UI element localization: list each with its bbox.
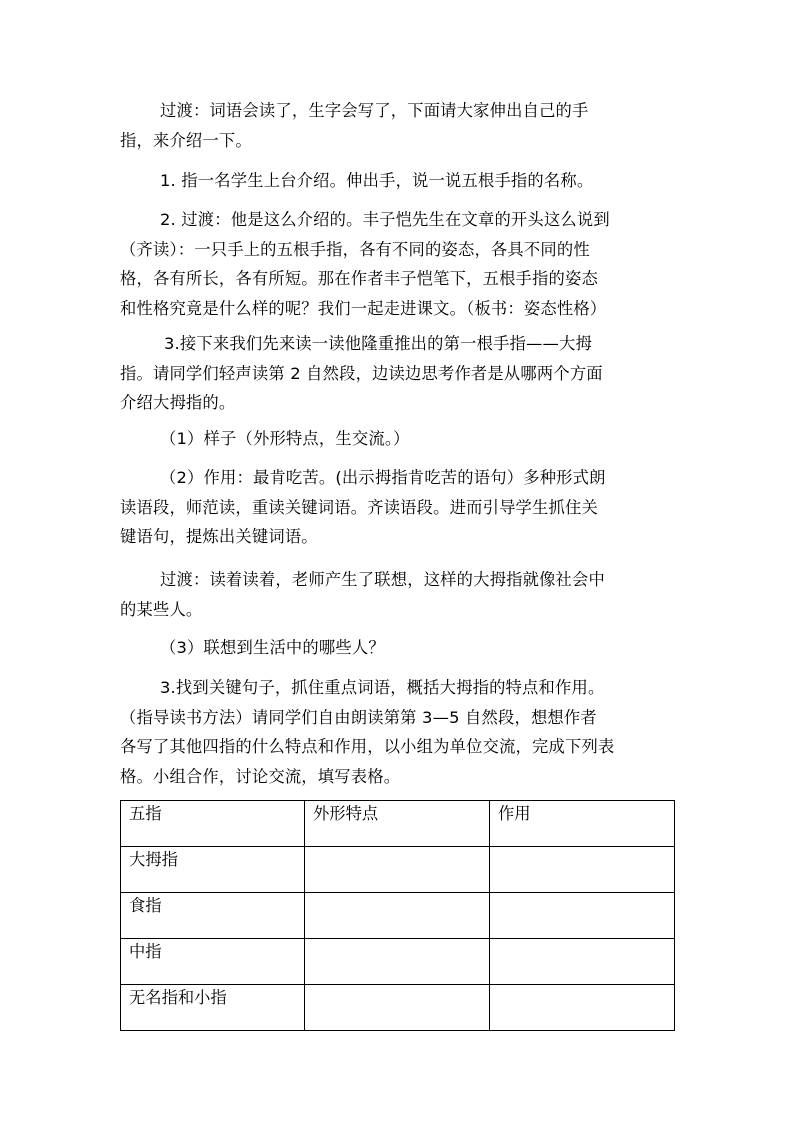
paragraph-item-3 <box>120 633 680 663</box>
text-line: （3）联想到生活中的哪些人？ <box>160 638 385 657</box>
text-line: 过渡：词语会读了，生字会写了，下面请大家伸出自己的手 <box>160 101 589 120</box>
paragraph-transition-1 <box>120 96 680 155</box>
finger-table <box>120 800 675 1031</box>
text-line: 指。请同学们轻声读第 2 自然段，边读边思考作者是从哪两个方面 <box>120 363 603 383</box>
table-row <box>121 939 675 985</box>
paragraph-step-3 <box>120 329 680 418</box>
text-line: （2）作用：最肯吃苦。(出示拇指肯吃苦的语句）多种形式朗 <box>160 468 606 487</box>
text-line: 的某些人。 <box>120 599 203 619</box>
paragraph-item-1 <box>120 424 680 454</box>
empty-cell[interactable] <box>305 847 490 893</box>
empty-cell[interactable] <box>305 893 490 939</box>
empty-cell[interactable] <box>490 939 675 985</box>
row-label-cell: 大拇指 <box>121 847 305 893</box>
row-label-cell: 中指 <box>121 939 305 985</box>
text-line: 格，各有所长，各有所短。那在作者丰子恺笔下，五根手指的姿态 <box>120 269 598 288</box>
text-line: 过渡：读着读着，老师产生了联想，这样的大拇指就像社会中 <box>160 570 605 589</box>
text-line: 指，来介绍一下。 <box>120 130 252 150</box>
empty-cell[interactable] <box>490 985 675 1031</box>
paragraph-step-3b <box>120 673 680 791</box>
text-line: 3.接下来我们先来读一读他隆重推出的第一根手指——大拇 <box>164 334 592 353</box>
empty-cell[interactable] <box>490 893 675 939</box>
row-label-cell: 食指 <box>121 893 305 939</box>
empty-cell[interactable] <box>305 939 490 985</box>
text-line: 3.找到关键句子，抓住重点词语，概括大拇指的特点和作用。 <box>160 678 605 697</box>
paragraph-step-1 <box>120 166 680 196</box>
text-line: 格。小组合作，讨论交流，填写表格。 <box>120 766 401 786</box>
text-line: 和性格究竟是什么样的呢？我们一起走进课文。（板书：姿态性格） <box>120 298 607 318</box>
text-line: （齐读）：一只手上的五根手指，各有不同的姿态，各具不同的性 <box>120 239 590 259</box>
paragraph-item-2 <box>120 463 680 552</box>
table-header-row <box>121 801 675 847</box>
table-row <box>121 985 675 1031</box>
text-line: 介绍大拇指的。 <box>120 393 236 412</box>
header-cell: 五指 <box>121 801 305 847</box>
text-line: 键语句，提炼出关键词语。 <box>120 527 318 546</box>
header-cell: 外形特点 <box>305 801 490 847</box>
table-row <box>121 893 675 939</box>
paragraph-transition-2 <box>120 565 680 624</box>
text-line: 读语段，师范读，重读关键词语。齐读语段。进而引导学生抓住关 <box>120 497 598 517</box>
text-line: 1. 指一名学生上台介绍。伸出手，说一说五根手指的名称。 <box>160 171 594 190</box>
row-label-cell: 无名指和小指 <box>121 985 305 1031</box>
empty-cell[interactable] <box>490 847 675 893</box>
empty-cell[interactable] <box>305 985 490 1031</box>
text-line: （1）样子（外形特点，生交流。） <box>160 429 410 448</box>
paragraph-step-2 <box>120 205 680 323</box>
table-row <box>121 847 675 893</box>
header-cell: 作用 <box>490 801 675 847</box>
text-line: （指导读书方法）请同学们自由朗读第第 3—5 自然段，想想作者 <box>120 707 597 727</box>
text-line: 2. 过渡：他是这么介绍的。丰子恺先生在文章的开头这么说到 <box>160 210 610 229</box>
text-line: 各写了其他四指的什么特点和作用，以小组为单位交流，完成下列表 <box>120 737 615 756</box>
